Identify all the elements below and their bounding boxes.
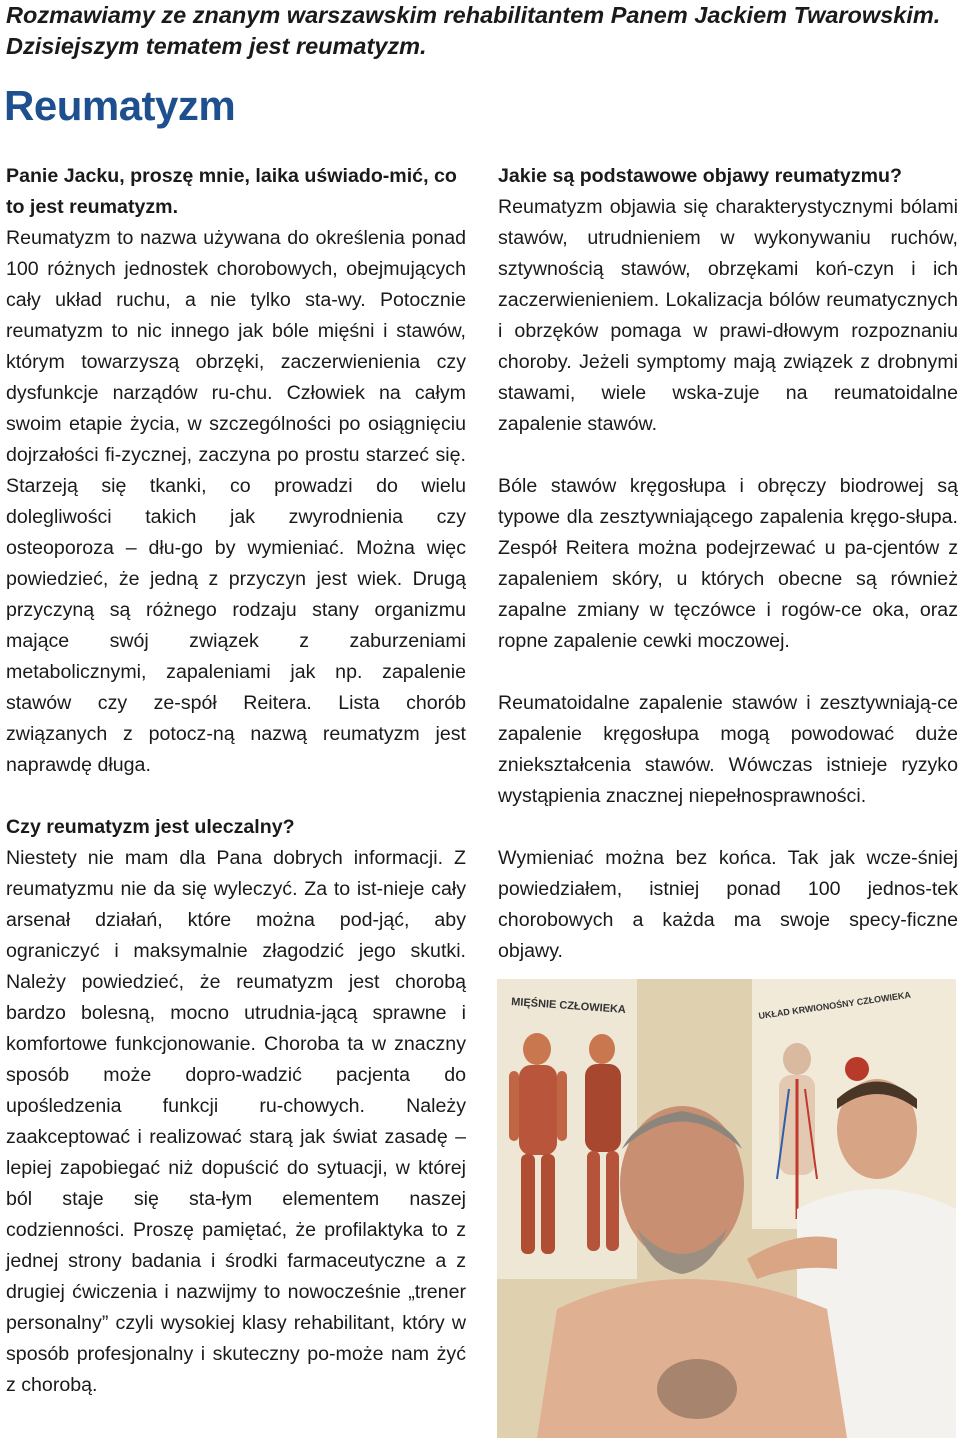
poster-muscle-label: MIĘŚNIE CZŁOWIEKA [510,996,627,1017]
paragraph-deformation: Reumatoidalne zapalenie stawów i zesztywniają-ce zapalenie kręgosłupa mogą powodować duże zniekształcenia stawów. Wówczas istnieje ryzyko wystąpienia znacznej niepełnosprawności. [498,692,958,807]
paragraph-summary: Wymieniać można bez końca. Tak jak wcze-śniej powiedziałem, istniej ponad 100 jednos-tek chorobowych a każda ma swoje specy-ficzne objawy. [498,847,958,962]
answer-1: Reumatyzm to nazwa używana do określenia ponad 100 różnych jednostek chorobowych, obejmujących cały układ ruchu, a nie tylko sta-wy. Potocznie reumatyzm to nic innego jak bóle mięśni i stawów, którym towarzyszą obrzęki, zaczerwienienia czy dysfunkcje narządów ru-chu. Człowiek na całym swoim etapie życia, w szczególności po osiągnięciu dojrzałości fi-zycznej, zaczyna po prostu starzeć się. Starzeją się tkanki, co prowadzi do wielu dolegliwości takich jak zwyrodnienia czy osteoporoza – dłu-go by wymieniać. Można więc powiedzieć, że jedną z przyczyn jest wiek. Drugą przyczyną są różnego rodzaju stany organizmu mające swój związek z zaburzeniami metabolicznymi, zapaleniami jak np. zapalenie stawów czy ze-spół Reitera. Lista chorób związanych z potocz-ną nazwą reumatyzm jest naprawdę długa. [6,227,466,776]
paragraph-spine: Bóle stawów kręgosłupa i obręczy biodrowej są typowe dla zesztywniającego zapalenia kręgo-słupa. Zespół Reitera można podejrzewać u pa-cjentów z zapaleniem skóry, u których obecne są również zapalne zmiany w tęczówce i rogów-ce oka, oraz ropne zapalenie cewki moczowej. [498,475,958,652]
intro-line-2: Dzisiejszym tematem jest reumatyzm. [6,33,427,59]
answer-3: Reumatyzm objawia się charakterystycznymi bólami stawów, utrudnieniem w wykonywaniu ruchów, sztywnością stawów, obrzękami koń-czyn i ich zaczerwienieniem. Lokalizacja bólów reumatycznych i obrzęków pomaga w prawi-dłowym rozpoznaniu choroby. Jeżeli symptomy mają związek z drobnymi stawami, wiele wska-zuje na reumatoidalne zapalenie stawów. [498,196,958,435]
muscle-poster [497,979,637,1279]
right-column [498,161,958,967]
answer-2: Niestety nie mam dla Pana dobrych informacji. Z reumatyzmu nie da się wyleczyć. Za to ist-nieje cały arsenał działań, które można pod-jąć, aby ograniczyć i maksymalnie złagodzić jego skutki. Należy powiedzieć, że reumatyzm jest chorobą bardzo bolesną, mocno utrudnia-jącą sprawne i komfortowe funkcjonowanie. Choroba ta w znaczny sposób może dopro-wadzić pacjenta do upośledzenia funkcji ru-chowych. Należy zaakceptować i realizować starą jak świat zasadę – lepiej zapobiegać niż dopuścić do sytuacji, w której ból staje się sta-łym elementem naszej codzienności. Proszę pamiętać, że profilaktyka to z jednej strony badania i środki farmaceutyczne a z drugiej ćwiczenia i nazwijmy to nowocześnie „trener personalny” czyli wysokiej klasy rehabilitant, który w sposób profesjonalny i skuteczny po-może nam żyć z chorobą. [6,847,466,1396]
question-1: Panie Jacku, proszę mnie, laika uświado-mić, co to jest reumatyzm. [6,165,457,218]
left-column [6,161,466,1401]
intro [6,0,956,62]
question-2: Czy reumatyzm jest uleczalny? [6,816,295,838]
question-3: Jakie są podstawowe objawy reumatyzmu? [498,165,902,187]
poster-circulatory-label: UKŁAD KRWIONOŚNY CZŁOWIEKA [757,989,912,1021]
rehabilitation-photo [497,979,956,1438]
article-title: Reumatyzm [4,82,236,129]
intro-line-1: Rozmawiamy ze znanym warszawskim rehabilitantem Panem Jackiem Twarowskim. [6,2,941,28]
